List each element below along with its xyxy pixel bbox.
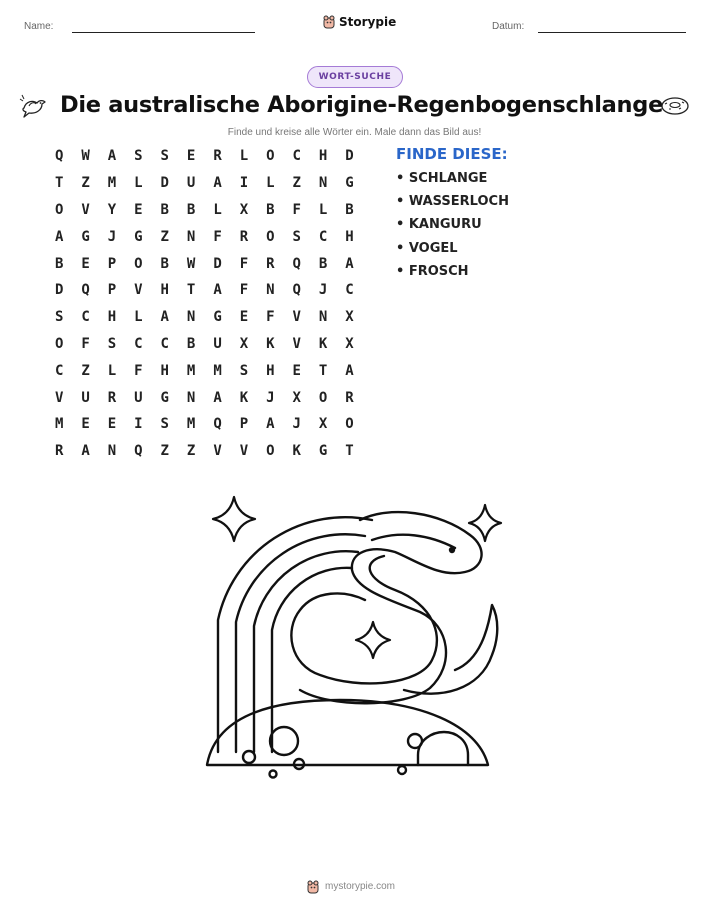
grid-letter: L [134,175,143,192]
grid-letter: U [186,175,196,192]
grid-letter: D [160,175,169,192]
grid-letter: L [266,175,275,192]
grid-row [46,411,363,438]
grid-letter: J [292,416,301,433]
word-list-title: FINDE DIESE: [396,145,508,163]
grid-letter: G [81,228,90,245]
grid-letter: O [266,443,275,460]
grid-letter: X [345,309,354,326]
grid-letter: E [134,201,143,218]
grid-letter: B [54,255,64,272]
grid-letter: N [107,443,117,460]
grid-letter: H [160,362,169,379]
grid-letter: H [318,148,328,165]
brand-name: Storypie [339,14,397,29]
name-line [72,32,255,33]
grid-letter: I [134,416,143,433]
grid-letter: O [54,201,64,218]
grid-letter: M [186,416,196,433]
grid-letter: W [186,255,196,272]
word-item: • WASSERLOCH [396,194,509,210]
grid-letter: O [134,255,143,272]
grid-letter: C [134,335,143,352]
snake-illustration [170,485,540,785]
grid-letter: S [54,309,64,326]
grid-letter: H [160,282,169,299]
grid-letter: N [318,175,328,192]
grid-row [46,170,363,197]
grid-letter: N [318,309,328,326]
grid-letter: W [81,148,90,165]
grid-letter: K [318,335,328,352]
grid-letter: T [186,282,196,299]
word-item: • FROSCH [396,263,469,279]
grid-letter: V [81,201,90,218]
instructions: Finde und kreise alle Wörter ein. Male dann das Bild aus! [227,127,482,138]
grid-letter: G [134,228,143,245]
grid-letter: U [213,335,222,352]
grid-row [46,384,363,411]
grid-letter: S [239,362,249,379]
grid-letter: L [107,362,117,379]
grid-row [46,223,363,250]
grid-letter: M [107,175,117,192]
grid-row [46,357,363,384]
grid-letter: V [134,282,143,299]
grid-letter: Y [107,201,117,218]
grid-letter: C [292,148,301,165]
grid-letter: E [81,416,90,433]
grid-letter: A [54,228,64,245]
footer-site: mystorypie.com [325,881,396,892]
grid-row [46,277,363,304]
grid-letter: E [292,362,301,379]
word-list [396,171,509,287]
grid-letter: F [239,282,249,299]
grid-letter: P [239,416,249,433]
grid-row [46,331,363,358]
grid-letter: V [239,443,249,460]
grid-letter: O [318,389,328,406]
brand-logo [322,14,396,29]
grid-letter: I [239,175,249,192]
grid-letter: R [54,443,64,460]
grid-letter: D [345,148,354,165]
grid-letter: V [54,389,64,406]
grid-letter: C [54,362,64,379]
grid-letter: G [213,309,222,326]
grid-letter: E [81,255,90,272]
grid-letter: H [107,309,117,326]
grid-letter: N [186,389,196,406]
grid-row [46,197,363,224]
grid-letter: L [239,148,249,165]
grid-letter: F [292,201,301,218]
grid-letter: F [266,309,275,326]
grid-letter: T [318,362,328,379]
grid-letter: Z [160,443,169,460]
grid-letter: L [134,309,143,326]
grid-letter: C [318,228,328,245]
grid-letter: B [266,201,275,218]
grid-letter: H [266,362,275,379]
grid-letter: G [318,443,328,460]
footer [306,879,395,894]
grid-letter: T [54,175,64,192]
grid-letter: A [160,309,169,326]
grid-letter: J [266,389,275,406]
grid-letter: V [292,335,301,352]
grid-letter: A [213,175,222,192]
grid-letter: B [160,201,169,218]
grid-letter: E [186,148,196,165]
grid-letter: X [239,335,249,352]
grid-letter: C [81,309,90,326]
grid-letter: A [266,416,275,433]
grid-letter: N [186,228,196,245]
grid-letter: R [239,228,249,245]
grid-letter: N [266,282,275,299]
grid-letter: X [345,335,354,352]
grid-letter: G [160,389,169,406]
grid-letter: X [239,201,249,218]
grid-letter: Q [213,416,222,433]
grid-letter: Z [81,175,90,192]
grid-letter: U [134,389,143,406]
grid-letter: O [266,148,275,165]
grid-letter: X [318,416,328,433]
grid-letter: P [107,282,117,299]
grid-letter: B [160,255,169,272]
grid-row [46,304,363,331]
grid-letter: F [81,335,90,352]
grid-letter: Z [186,443,196,460]
donut-icon [660,95,690,117]
grid-letter: J [107,228,117,245]
storypie-logo-icon [322,14,336,29]
grid-letter: A [213,389,222,406]
grid-letter: E [239,309,249,326]
grid-letter: Q [54,148,64,165]
grid-letter: F [134,362,143,379]
grid-row [46,250,363,277]
grid-letter: A [107,148,117,165]
grid-letter: S [160,416,169,433]
grid-letter: Z [160,228,169,245]
grid-letter: Q [134,443,143,460]
grid-letter: E [107,416,117,433]
grid-row [46,438,363,465]
grid-letter: R [213,148,222,165]
grid-letter: M [213,362,222,379]
grid-letter: M [186,362,196,379]
grid-letter: Q [292,282,301,299]
grid-letter: Z [81,362,90,379]
grid-letter: S [107,335,117,352]
word-item: • SCHLANGE [396,171,488,186]
grid-letter: O [54,335,64,352]
grid-letter: P [107,255,117,272]
grid-letter: A [345,255,354,272]
grid-letter: O [345,416,354,433]
grid-letter: D [213,255,222,272]
grid-letter: A [213,282,222,299]
grid-letter: O [266,228,275,245]
grid-letter: K [239,389,249,406]
date-line [538,32,686,33]
grid-letter: B [186,335,196,352]
grid-letter: K [292,443,301,460]
grid-letter: T [345,443,354,460]
grid-letter: S [292,228,301,245]
grid-letter: L [318,201,328,218]
word-search-badge: WORT-SUCHE [307,66,403,88]
grid-letter: L [213,201,222,218]
grid-letter: F [239,255,249,272]
grid-letter: V [213,443,222,460]
grid-letter: A [345,362,354,379]
grid-letter: J [318,282,328,299]
grid-letter: U [81,389,90,406]
grid-letter: B [186,201,196,218]
grid-letter: S [160,148,169,165]
grid-letter: Z [292,175,301,192]
grid-letter: S [134,148,143,165]
letter-grid [46,143,363,465]
word-item: • KANGURU [396,217,482,233]
grid-letter: R [107,389,117,406]
grid-letter: K [266,335,275,352]
bird-icon [18,92,48,120]
page-title: Die australische Aborigine-Regenbogenschlange [60,92,664,118]
storypie-logo-icon [306,879,320,894]
grid-row [46,143,363,170]
grid-letter: B [345,201,354,218]
grid-letter: R [345,389,354,406]
grid-letter: X [292,389,301,406]
grid-letter: N [186,309,196,326]
grid-letter: H [345,228,354,245]
grid-letter: B [318,255,328,272]
grid-letter: G [345,175,354,192]
word-item: • VOGEL [396,240,458,256]
grid-letter: R [266,255,275,272]
grid-letter: V [292,309,301,326]
name-label: Name: [24,21,54,32]
grid-letter: D [54,282,64,299]
grid-letter: Q [292,255,301,272]
grid-letter: M [54,416,64,433]
grid-letter: Q [81,282,90,299]
grid-letter: F [213,228,222,245]
grid-letter: C [345,282,354,299]
date-label: Datum: [492,21,525,32]
grid-letter: C [160,335,169,352]
grid-letter: A [81,443,90,460]
